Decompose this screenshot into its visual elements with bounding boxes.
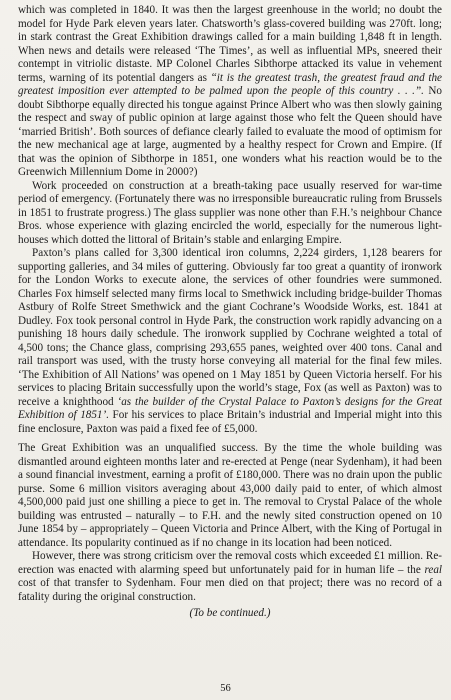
paragraph-p2: [18, 180, 442, 248]
italic-quote: real: [424, 563, 442, 576]
text-run: which was completed in 1840. It was then the largest greenhouse in the world; no doubt the model for Hyde Park eleven years later. Chatsworth’s glass-covered building was 270ft. long; in stark contrast the Great Exhibition drawings called for a main building 1,848 ft in length. When news and details were released ‘The Times’, as well as influential MPs, sneered their contempt in vitriolic distaste. MP Colonel Charles Sibthorpe attacked its value in vehement terms, warning of its potential dangers as: [18, 4, 442, 84]
text-run: The Great Exhibition was an unqualified success. By the time the whole building was dismantled around eighteen months later and re-erected at Penge (near Sydenham), it had been a sound financial investment, earning a profit of £180,000. There was no drain upon the public purse. Some 6 million visitors averaging about 43,000 daily paid to enter, of which almost 4,500,000 paid just one shilling a piece to get in. The removal to Crystal Palace of the whole building was entrusted – naturally – to F.H. and the newly sited construction opened on 10 June 1854 by – appropriately – Queen Victoria and Prince Albert, with the King of Portugal in attendance. Its popularity continued as if no change in its location had been noticed.: [18, 442, 442, 549]
text-run: However, there was strong criticism over the removal costs which exceeded £1 million. Re-erection was enacted with alarming speed but unfortunately paid for in human life – the: [18, 550, 442, 576]
text-run: Work proceeded on construction at a breath-taking pace usually reserved for war-time period of emergency. (Fortunately there was no irresponsible bureaucratic ruling from Brussels in 1851 to frustrate progress.) The glass supplier was none other than F.H.’s neighbour Chance Bros. whose experience with glazing encircled the world, especially for the numerous light-houses which dotted the littoral of Britain’s stable and enlarging Empire.: [18, 179, 442, 246]
italic-quote: ‘as the builder of the Crystal Palace to Paxton’s designs for the Great Exhibition of 1851’.: [18, 395, 442, 421]
paragraph-p3: [18, 247, 442, 436]
text-run: Paxton’s plans called for 3,300 identical iron columns, 2,224 girders, 1,128 bearers for supporting galleries, and 34 miles of guttering. Obviously far too great a quantity of ironwork for the London Works to execute alone, the services of other foundries were summoned. Charles Fox himself selected many firms local to Smethwick including bridge-builder Thomas Astbury of Rolfe Street Smethwick and the giant Cochrane’s Woodside Works, est. 1841 at Dudley. Fox took personal control in Hyde Park, the construction work rapidly advancing on a punishing 18 hours daily schedule. The ironwork supplied by Cochrane weighted a total of 4,500 tons; the Chance glass, comprising 293,655 panes, weighted over 400 tons. Canal and rail transport was used, with the trusty horse conveying all material for the final few miles. ‘The Exhibition of All Nations’ was opened on 1 May 1851 by Queen Victoria herself. For his services to placing Britain successfully upon the world’s stage, Fox (as well as Paxton) was to receive a knighthood: [18, 247, 442, 408]
paragraph-p4: [18, 442, 442, 550]
paragraph-p1: [18, 4, 442, 180]
text-run: No doubt Sibthorpe equally directed his tongue against Prince Albert who was then slowly gaining the respect and sway of public opinion at large against those who felt the Queen should have ‘married British’. Both sources of defiance clearly failed to evaluate the mood of optimism for the new mechanical age at large, augmented by a healthy respect for Crown and Empire. (If that was the opinion of Sibthorpe in 1851, one wonders what his reaction would be to the Greenwich Millennium Dome in 2000?): [18, 85, 442, 178]
article-body: [18, 4, 442, 604]
page-number: 56: [220, 683, 231, 694]
paragraph-p5: [18, 550, 442, 604]
continued-note: (To be continued.): [189, 607, 271, 619]
text-run: cost of that transfer to Sydenham. Four men died on that project; there was no record of a fatality during the original construction.: [18, 577, 442, 603]
italic-quote: “it is the greatest trash, the greatest fraud and the greatest imposition ever attempted to be palmed upon the people of this country . . .”.: [18, 71, 442, 97]
text-run: For his services to place Britain’s industrial and Imperial might into this fine enclosure, Paxton was paid a fixed fee of £5,000.: [18, 409, 442, 435]
